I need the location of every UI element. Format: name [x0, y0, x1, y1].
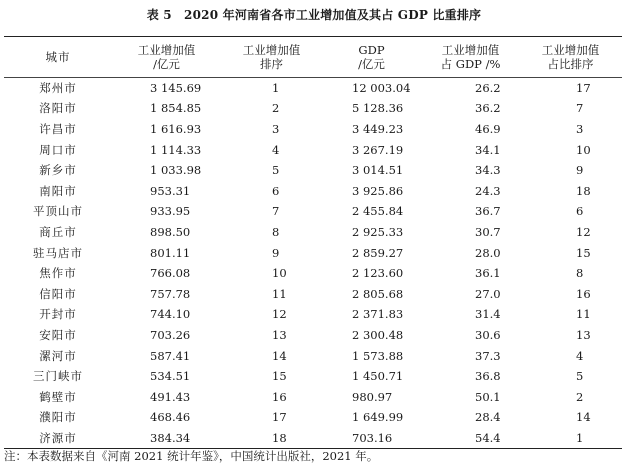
- table-row: [4, 386, 622, 407]
- cell-gdp: 3 449.23: [352, 121, 404, 136]
- cell-value: 703.26: [150, 327, 191, 342]
- cell-value: 744.10: [150, 307, 191, 322]
- header-value: 工业增加值 /亿元: [112, 37, 222, 78]
- cell-gdp: 2 123.60: [352, 266, 404, 281]
- cell-share-rank: 16: [576, 286, 591, 301]
- cell-rank: 7: [272, 204, 280, 219]
- table-row: [4, 407, 622, 428]
- cell-share: 50.1: [475, 389, 501, 404]
- cell-rank: 11: [272, 286, 287, 301]
- cell-value: 1 616.93: [150, 121, 202, 136]
- cell-rank: 13: [272, 327, 287, 342]
- cell-share-rank: 7: [576, 101, 584, 116]
- cell-share-rank: 12: [576, 224, 591, 239]
- cell-gdp: 2 925.33: [352, 224, 404, 239]
- cell-rank: 14: [272, 348, 287, 363]
- cell-share: 27.0: [475, 286, 501, 301]
- cell-value: 801.11: [150, 245, 191, 260]
- cell-value: 933.95: [150, 204, 191, 219]
- header-rank: 工业增加值 排序: [222, 37, 322, 78]
- cell-rank: 8: [272, 224, 280, 239]
- cell-city: 三门峡市: [33, 369, 83, 384]
- cell-gdp: 2 859.27: [352, 245, 404, 260]
- cell-value: 1 854.85: [150, 101, 202, 116]
- cell-city: 南阳市: [39, 183, 77, 198]
- cell-share: 31.4: [475, 307, 501, 322]
- cell-rank: 6: [272, 183, 280, 198]
- cell-share-rank: 11: [576, 307, 591, 322]
- cell-value: 384.34: [150, 430, 191, 445]
- cell-share-rank: 13: [576, 327, 591, 342]
- table-row: [4, 78, 622, 99]
- table-row: [4, 160, 622, 181]
- cell-value: 1 033.98: [150, 163, 202, 178]
- cell-value: 766.08: [150, 266, 191, 281]
- cell-city: 开封市: [39, 307, 77, 322]
- cell-share: 54.4: [475, 430, 501, 445]
- cell-gdp: 3 014.51: [352, 163, 404, 178]
- cell-gdp: 2 300.48: [352, 327, 404, 342]
- cell-gdp: 980.97: [352, 389, 393, 404]
- cell-city: 济源市: [39, 430, 77, 445]
- cell-value: 468.46: [150, 410, 191, 425]
- cell-share: 24.3: [475, 183, 501, 198]
- cell-share-rank: 17: [576, 81, 591, 96]
- cell-share: 34.3: [475, 163, 501, 178]
- header-share: 工业增加值 占 GDP /%: [422, 37, 520, 78]
- cell-city: 漯河市: [39, 348, 77, 363]
- cell-rank: 17: [272, 410, 287, 425]
- cell-share-rank: 6: [576, 204, 584, 219]
- cell-city: 许昌市: [39, 121, 77, 136]
- table-note: 注：本表数据来自《河南 2021 统计年鉴》，中国统计出版社，2021 年。: [4, 449, 379, 463]
- table-row: [4, 180, 622, 201]
- table-row: [4, 325, 622, 346]
- table-row: [4, 304, 622, 325]
- table-row: [4, 98, 622, 119]
- cell-rank: 1: [272, 81, 280, 96]
- cell-share-rank: 1: [576, 430, 584, 445]
- cell-city: 信阳市: [39, 286, 77, 301]
- cell-gdp: 5 128.36: [352, 101, 404, 116]
- table-row: [4, 366, 622, 387]
- cell-gdp: 1 649.99: [352, 410, 404, 425]
- cell-share-rank: 2: [576, 389, 584, 404]
- header-gdp: GDP /亿元: [322, 37, 422, 78]
- header-row: [4, 37, 622, 78]
- cell-city: 安阳市: [39, 327, 77, 342]
- cell-city: 周口市: [39, 142, 77, 157]
- cell-rank: 5: [272, 163, 280, 178]
- cell-share-rank: 15: [576, 245, 591, 260]
- cell-share: 36.1: [475, 266, 501, 281]
- table-row: [4, 263, 622, 284]
- cell-city: 濮阳市: [39, 410, 77, 425]
- cell-rank: 3: [272, 121, 280, 136]
- cell-value: 587.41: [150, 348, 191, 363]
- cell-city: 驻马店市: [33, 245, 83, 260]
- table-row: [4, 283, 622, 304]
- cell-city: 商丘市: [39, 224, 77, 239]
- cell-gdp: 3 925.86: [352, 183, 404, 198]
- cell-share-rank: 14: [576, 410, 591, 425]
- header-share-rank: 工业增加值 占比排序: [520, 37, 622, 78]
- cell-rank: 4: [272, 142, 280, 157]
- cell-rank: 18: [272, 430, 287, 445]
- cell-share: 36.2: [475, 101, 501, 116]
- table-row: [4, 222, 622, 243]
- cell-city: 新乡市: [39, 163, 77, 178]
- cell-share: 30.6: [475, 327, 501, 342]
- cell-gdp: 12 003.04: [352, 81, 411, 96]
- cell-city: 洛阳市: [39, 101, 77, 116]
- cell-share: 37.3: [475, 348, 501, 363]
- cell-rank: 2: [272, 101, 280, 116]
- cell-rank: 10: [272, 266, 287, 281]
- header-city: 城市: [4, 37, 112, 78]
- table-body: [4, 78, 622, 449]
- cell-share: 30.7: [475, 224, 501, 239]
- cell-share: 36.7: [475, 204, 501, 219]
- cell-rank: 16: [272, 389, 287, 404]
- cell-rank: 15: [272, 369, 287, 384]
- cell-value: 3 145.69: [150, 81, 202, 96]
- cell-value: 757.78: [150, 286, 191, 301]
- table-row: [4, 139, 622, 160]
- table-row: [4, 119, 622, 140]
- table-title: 表 5 2020 年河南省各市工业增加值及其占 GDP 比重排序: [146, 8, 482, 22]
- cell-share-rank: 9: [576, 163, 584, 178]
- cell-city: 焦作市: [39, 266, 77, 281]
- cell-share: 28.0: [475, 245, 501, 260]
- cell-value: 953.31: [150, 183, 191, 198]
- table-row: [4, 345, 622, 366]
- cell-city: 鹤壁市: [39, 389, 77, 404]
- table-row: [4, 428, 622, 449]
- cell-gdp: 3 267.19: [352, 142, 404, 157]
- cell-share: 26.2: [475, 81, 501, 96]
- cell-share-rank: 4: [576, 348, 584, 363]
- cell-share: 46.9: [475, 121, 501, 136]
- cell-value: 898.50: [150, 224, 191, 239]
- cell-gdp: 2 371.83: [352, 307, 404, 322]
- cell-share: 36.8: [475, 369, 501, 384]
- cell-share: 28.4: [475, 410, 501, 425]
- data-table: [4, 36, 622, 449]
- cell-share: 34.1: [475, 142, 501, 157]
- cell-share-rank: 18: [576, 183, 591, 198]
- cell-share-rank: 3: [576, 121, 584, 136]
- cell-value: 534.51: [150, 369, 191, 384]
- cell-rank: 9: [272, 245, 280, 260]
- cell-city: 郑州市: [39, 81, 77, 96]
- cell-value: 1 114.33: [150, 142, 202, 157]
- cell-share-rank: 5: [576, 369, 584, 384]
- cell-city: 平顶山市: [33, 204, 83, 219]
- cell-share-rank: 8: [576, 266, 584, 281]
- table-row: [4, 242, 622, 263]
- cell-gdp: 1 573.88: [352, 348, 404, 363]
- cell-gdp: 703.16: [352, 430, 393, 445]
- cell-value: 491.43: [150, 389, 191, 404]
- cell-gdp: 2 455.84: [352, 204, 404, 219]
- cell-gdp: 2 805.68: [352, 286, 404, 301]
- table-row: [4, 201, 622, 222]
- cell-share-rank: 10: [576, 142, 591, 157]
- cell-rank: 12: [272, 307, 287, 322]
- cell-gdp: 1 450.71: [352, 369, 404, 384]
